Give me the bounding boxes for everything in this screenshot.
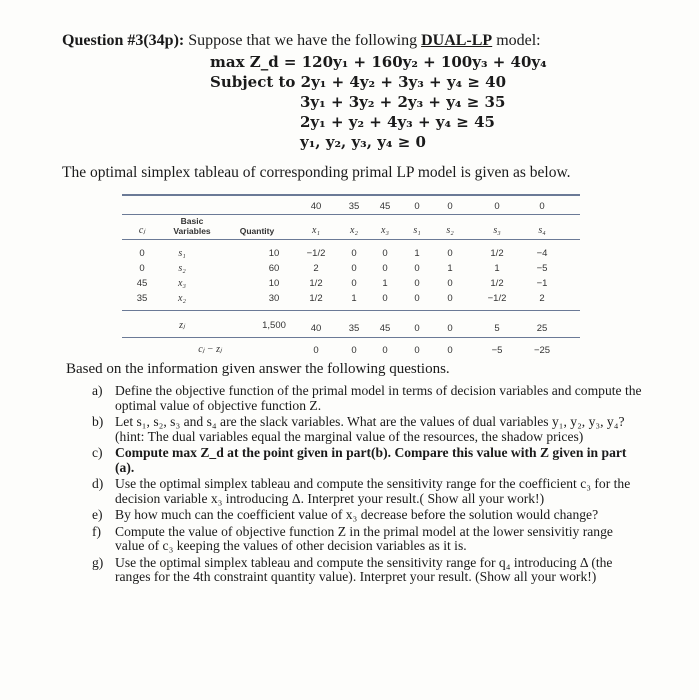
rule-body (122, 310, 580, 311)
row2-s2: 1 (447, 263, 453, 274)
row4-s3: −1/2 (487, 293, 507, 304)
list-item (82, 477, 642, 506)
item-label-d: d) (92, 476, 104, 491)
constraint-2: 3y₁ + 3y₂ + 2y₃ + y₄ ≥ 35 (300, 93, 506, 111)
row1-s3: 1/2 (490, 248, 504, 259)
constraint-1: Subject to 2y₁ + 4y₂ + 3y₃ + y₄ ≥ 40 (210, 73, 507, 91)
cjzj-x3: 0 (382, 345, 388, 356)
based-on-text: Based on the information given answer the following questions. (66, 361, 450, 377)
row4-x2: 1 (351, 293, 357, 304)
item-text-e: By how much can the coefficient value of x₃ decrease before the solution would change? (115, 507, 599, 522)
zj-x3: 45 (379, 323, 391, 334)
question-text-after: model: (492, 32, 541, 49)
row1-x3: 0 (382, 248, 388, 259)
list-item (82, 446, 642, 475)
rule-top (122, 194, 580, 196)
header-cb: cⱼ (138, 225, 146, 236)
item-text-d: Use the optimal simplex tableau and compute the sensitivity range for the coefficient c₃ for the decision variable x₃ introducing Δ. Interpret your result.( Show all your work!) (115, 476, 631, 506)
row1-cb: 0 (139, 248, 145, 259)
cj-x3: 45 (379, 201, 391, 212)
cjzj-s4: −25 (533, 345, 551, 356)
question-label: Question #3(34p): (62, 32, 185, 49)
row3-cb: 45 (136, 278, 148, 289)
item-label-a: a) (92, 383, 103, 398)
header-x3: x₃ (381, 225, 389, 236)
cjzj-s1: 0 (414, 345, 420, 356)
zj-label: zⱼ (179, 320, 185, 331)
constraint-3: 2y₁ + y₂ + 4y₃ + y₄ ≥ 45 (300, 113, 495, 131)
row4-s1: 0 (414, 293, 420, 304)
row1-x1: −1/2 (306, 248, 326, 259)
row1-s1: 1 (414, 248, 420, 259)
item-text-c: Compute max Z_d at the point given in part(b). Compare this value with Z given in part (a). (115, 445, 627, 475)
header-s3: s₃ (493, 225, 501, 236)
item-text-b: Let s₁, s₂, s₃ and s₄ are the slack variables. What are the values of dual variables y₁, y₂, y₃, y₄? (hint: The dual variables equal the marginal value of the resources, the shadow prices) (115, 414, 625, 444)
cjzj-s3: −5 (491, 345, 503, 356)
simplex-tableau (122, 192, 580, 362)
cjzj-x2: 0 (351, 345, 357, 356)
row1-basic: s₁ (178, 248, 186, 259)
row2-cb: 0 (139, 263, 145, 274)
row3-x3: 1 (382, 278, 388, 289)
row2-basic: s₂ (178, 263, 186, 274)
row3-s1: 0 (414, 278, 420, 289)
row2-s4: −5 (536, 263, 548, 274)
cj-x1: 40 (310, 201, 322, 212)
cj-s2: 0 (447, 201, 453, 212)
row4-s4: 2 (539, 293, 545, 304)
row3-basic: x₃ (178, 278, 186, 289)
zj-x1: 40 (310, 323, 322, 334)
cj-s4: 0 (539, 201, 545, 212)
cj-s3: 0 (494, 201, 500, 212)
row4-qty: 30 (268, 293, 280, 304)
nonnegativity: y₁, y₂, y₃, y₄ ≥ 0 (300, 133, 426, 151)
cjzj-x1: 0 (313, 345, 319, 356)
rule-zj (122, 337, 580, 338)
item-label-f: f) (92, 523, 102, 539)
list-item (82, 525, 642, 554)
zj-s3: 5 (494, 323, 500, 334)
list-item (82, 384, 642, 413)
question-list (82, 384, 642, 587)
row4-s2: 0 (447, 293, 453, 304)
cjzj-s2: 0 (447, 345, 453, 356)
zj-qty: 1,500 (262, 320, 286, 331)
zj-s4: 25 (536, 323, 548, 334)
item-label-g: g) (92, 554, 104, 570)
list-item (82, 556, 642, 585)
item-text-a: Define the objective function of the primal model in terms of decision variables and compute the optimal value of objective function Z. (115, 383, 642, 413)
zj-s1: 0 (414, 323, 420, 334)
row4-cb: 35 (136, 293, 148, 304)
row4-x3: 0 (382, 293, 388, 304)
list-item (82, 415, 642, 444)
item-label-e: e) (92, 507, 103, 522)
item-label-b: b) (92, 414, 104, 429)
question-header (62, 32, 541, 50)
header-basic: Basic (180, 216, 204, 226)
objective-line: max Z_d = 120y₁ + 160y₂ + 100y₃ + 40y₄ (210, 53, 547, 71)
model-name: DUAL-LP (421, 32, 493, 49)
row2-x2: 0 (351, 263, 357, 274)
header-x2: x₂ (350, 225, 358, 236)
item-label-c: c) (92, 445, 103, 460)
rule-cj (122, 214, 580, 215)
cj-s1: 0 (414, 201, 420, 212)
header-quantity: Quantity (239, 226, 275, 236)
row3-x2: 0 (351, 278, 357, 289)
header-s4: s₄ (538, 225, 546, 236)
header-x1: x₁ (312, 225, 320, 236)
row1-s4: −4 (536, 248, 548, 259)
cj-x2: 35 (348, 201, 360, 212)
row2-x1: 2 (313, 263, 319, 274)
row1-s2: 0 (447, 248, 453, 259)
row3-s4: −1 (536, 278, 548, 289)
row4-x1: 1/2 (309, 293, 323, 304)
cj-zj-label: cⱼ − zⱼ (198, 344, 222, 355)
row2-s1: 0 (414, 263, 420, 274)
row2-s3: 1 (494, 263, 500, 274)
header-variables: Variables (173, 226, 211, 236)
row1-qty: 10 (268, 248, 280, 259)
zj-x2: 35 (348, 323, 360, 334)
rule-header (122, 239, 580, 240)
list-item (82, 508, 642, 523)
row3-s2: 0 (447, 278, 453, 289)
header-s2: s₂ (446, 225, 454, 236)
row2-qty: 60 (268, 263, 280, 274)
zj-s2: 0 (447, 323, 453, 334)
row3-s3: 1/2 (490, 278, 504, 289)
row3-qty: 10 (268, 278, 280, 289)
header-s1: s₁ (413, 225, 421, 236)
question-text-before: Suppose that we have the following (184, 32, 422, 49)
row1-x2: 0 (351, 248, 357, 259)
row4-basic: x₂ (178, 293, 186, 304)
item-text-g: Use the optimal simplex tableau and compute the sensitivity range for q₄ introducing Δ (the ranges for the 4th constraint quantity value). Interpret your result. (Show all your work!) (115, 554, 613, 584)
item-text-f: Compute the value of objective function Z in the primal model at the lower sensivitiy range value of c₃ keeping the values of other decision variables as it is. (115, 523, 613, 553)
tableau-intro: The optimal simplex tableau of corresponding primal LP model is given as below. (62, 164, 571, 181)
row2-x3: 0 (382, 263, 388, 274)
row3-x1: 1/2 (309, 278, 323, 289)
